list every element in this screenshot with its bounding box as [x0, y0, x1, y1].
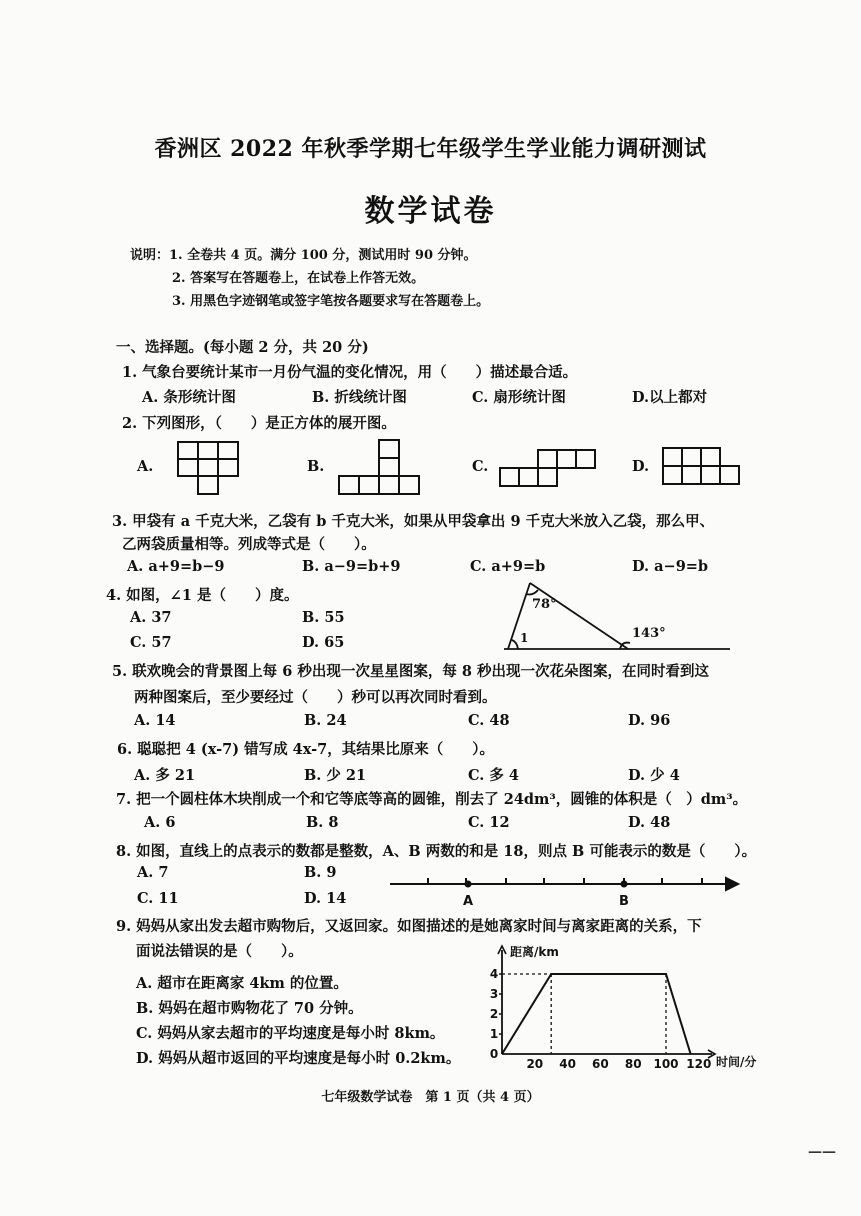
angle-exterior-label: 143° [632, 626, 666, 641]
triangle-figure [500, 578, 736, 654]
q4-option-a: A. 37 [130, 609, 172, 626]
angle-top-label: 78° [532, 597, 557, 612]
exam-title: 香洲区 2022 年秋季学期七年级学生学业能力调研测试 [154, 136, 707, 162]
note-3: 3. 用黑色字迹钢笔或签字笔按各题要求写在答题卷上。 [172, 294, 490, 309]
x-tick-label-40: 40 [559, 1057, 576, 1071]
x-tick-label-20: 20 [526, 1057, 544, 1071]
number-line-figure [386, 868, 746, 908]
q2-stem: 2. 下列图形，（ ）是正方体的展开图。 [122, 415, 396, 432]
q4-option-c: C. 57 [130, 634, 172, 651]
q9-option-b: B. 妈妈在超市购物花了 70 分钟。 [136, 1000, 363, 1017]
q9-option-a: A. 超市在距离家 4km 的位置。 [136, 975, 348, 992]
cube-net-b-figure [337, 438, 421, 498]
y-tick-label-4: 4 [489, 967, 499, 981]
q1-option-b: B. 折线统计图 [312, 389, 407, 406]
q3-option-a: A. a+9=b−9 [127, 558, 225, 575]
cube-net-d-figure [661, 446, 743, 490]
q1-option-d: D.以上都对 [632, 389, 708, 406]
q5-option-b: B. 24 [304, 712, 347, 729]
q7-option-c: C. 12 [468, 814, 510, 831]
q4-option-b: B. 55 [302, 609, 345, 626]
q7-stem: 7. 把一个圆柱体木块削成一个和它等底等高的圆锥，削去了 24dm³，圆锥的体积是（ ）dm³。 [116, 791, 748, 808]
point-a-marker [465, 881, 472, 888]
q5-option-c: C. 48 [468, 712, 510, 729]
q9-option-c: C. 妈妈从家去超市的平均速度是每小时 8km。 [136, 1025, 445, 1042]
distance-time-chart [480, 940, 772, 1076]
q4-option-d: D. 65 [302, 634, 345, 651]
q1-option-a: A. 条形统计图 [142, 389, 236, 406]
q6-stem: 6. 聪聪把 4 (x-7) 错写成 4x-7，其结果比原来（ ）。 [117, 741, 495, 758]
note-2: 2. 答案写在答题卷上，在试卷上作答无效。 [172, 271, 425, 286]
q7-option-d: D. 48 [628, 814, 671, 831]
q6-option-b: B. 少 21 [304, 767, 367, 784]
x-tick-label-60: 60 [592, 1057, 609, 1071]
q9-option-d: D. 妈妈从超市返回的平均速度是每小时 0.2km。 [136, 1050, 461, 1067]
q5-option-d: D. 96 [628, 712, 671, 729]
x-tick-label-100: 100 [653, 1057, 679, 1071]
y-axis-label: 距离/km [510, 945, 559, 959]
q2-option-b: B. [307, 458, 325, 475]
point-a-label: A [463, 894, 474, 908]
note-1: 说明：1. 全卷共 4 页。满分 100 分，测试用时 90 分钟。 [130, 248, 477, 263]
q3-option-c: C. a+9=b [470, 558, 546, 575]
angle-1-label: 1 [520, 631, 529, 645]
q7-option-a: A. 6 [144, 814, 176, 831]
x-tick-label-120: 120 [686, 1057, 712, 1071]
q6-option-d: D. 少 4 [628, 767, 680, 784]
q7-option-b: B. 8 [306, 814, 339, 831]
section-heading: 一、选择题。(每小题 2 分，共 20 分) [116, 339, 369, 356]
q3-stem-line2: 乙两袋质量相等。列成等式是（ ）。 [122, 536, 376, 553]
q3-stem-line1: 3. 甲袋有 a 千克大米，乙袋有 b 千克大米，如果从甲袋拿出 9 千克大米放入乙袋，那么甲、 [112, 513, 715, 530]
point-b-marker [621, 881, 628, 888]
q8-option-d: D. 14 [304, 890, 347, 907]
x-axis-label: 时间/分 [716, 1055, 757, 1069]
q3-option-d: D. a−9=b [632, 558, 709, 575]
exam-subtitle: 数学试卷 [364, 194, 497, 229]
y-tick-label-3: 3 [489, 987, 499, 1001]
q8-option-c: C. 11 [137, 890, 179, 907]
cube-net-a-figure [176, 440, 242, 498]
q8-stem: 8. 如图，直线上的点表示的数都是整数，A、B 两数的和是 18，则点 B 可能表示的数是（ ）。 [116, 843, 757, 860]
y-tick-label-2: 2 [489, 1007, 499, 1021]
q2-option-a: A. [137, 458, 154, 475]
y-tick-label-1: 1 [489, 1027, 499, 1041]
q5-stem-line1: 5. 联欢晚会的背景图上每 6 秒出现一次星星图案，每 8 秒出现一次花朵图案，在同时看到这 [112, 663, 710, 680]
q4-stem: 4. 如图，∠1 是（ ）度。 [106, 587, 299, 604]
q2-option-c: C. [472, 458, 489, 475]
q5-stem-line2: 两种图案后，至少要经过（ ）秒可以再次同时看到。 [134, 689, 497, 706]
q2-option-d: D. [632, 458, 650, 475]
q5-option-a: A. 14 [134, 712, 176, 729]
distance-line [502, 974, 691, 1054]
q1-stem: 1. 气象台要统计某市一月份气温的变化情况，用（ ）描述最合适。 [122, 364, 578, 381]
margin-dash: —— [808, 1144, 836, 1160]
point-b-label: B [619, 894, 629, 908]
x-tick-label-80: 80 [624, 1057, 642, 1071]
x-tick-label-0: 0 [489, 1047, 499, 1061]
q3-option-b: B. a−9=b+9 [302, 558, 401, 575]
cube-net-c-figure [498, 448, 600, 490]
page-footer: 七年级数学试卷 第 1 页（共 4 页） [321, 1090, 540, 1105]
q9-stem-line1: 9. 妈妈从家出发去超市购物后，又返回家。如图描述的是她离家时间与离家距离的关系，下 [116, 918, 702, 935]
q8-option-a: A. 7 [137, 864, 169, 881]
q8-option-b: B. 9 [304, 864, 337, 881]
q6-option-c: C. 多 4 [468, 767, 520, 784]
q1-option-c: C. 扇形统计图 [472, 389, 566, 406]
q9-stem-line2: 面说法错误的是（ ）。 [136, 943, 303, 960]
q6-option-a: A. 多 21 [134, 767, 196, 784]
